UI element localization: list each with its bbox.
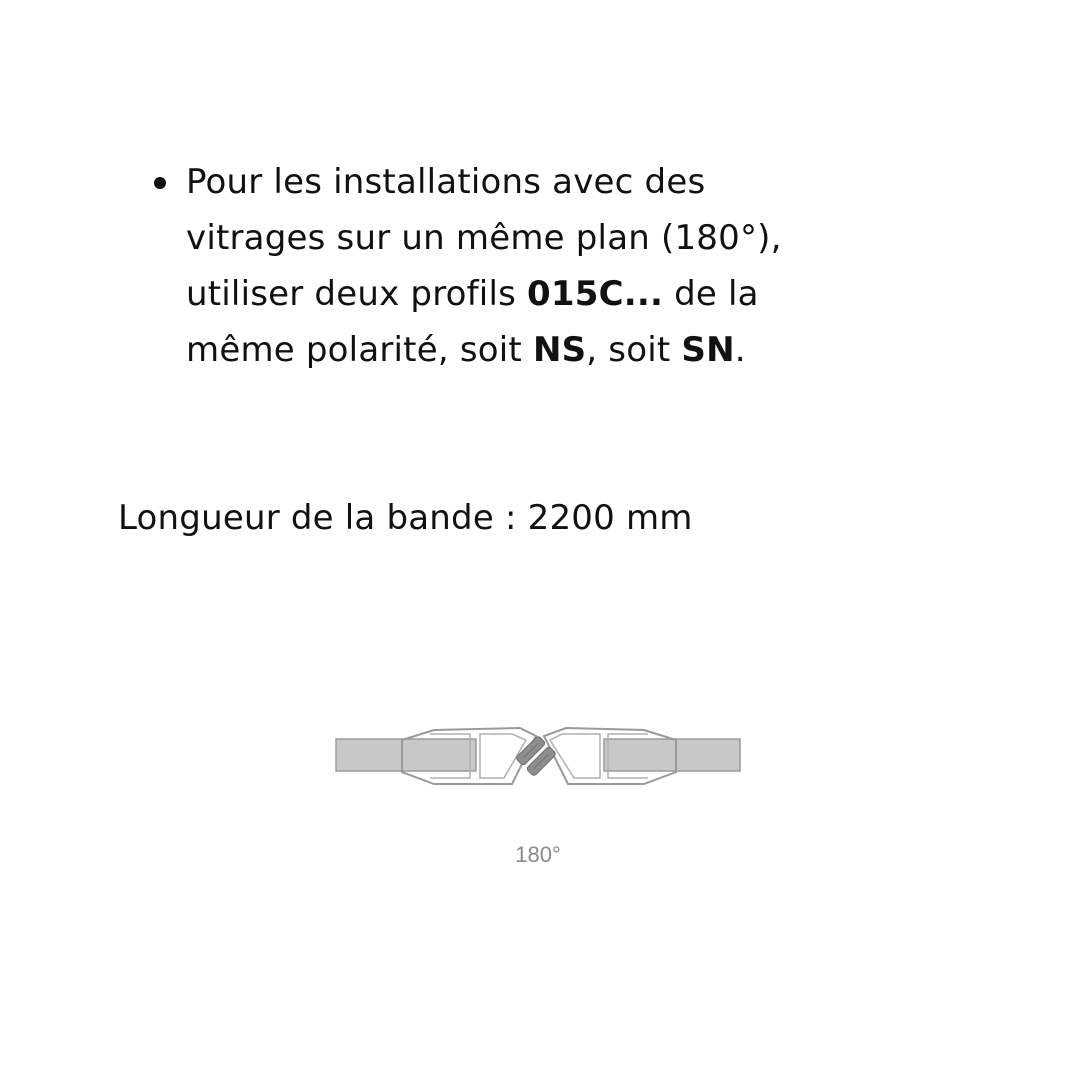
left-glass-pane (336, 739, 476, 771)
list-item (150, 154, 870, 378)
bullet-line-3-pre: utiliser deux profils (186, 274, 528, 314)
diagram-caption: 180° (515, 842, 561, 867)
polarity-ns: NS (532, 330, 587, 370)
bullet-line-1: Pour les installations avec des (186, 162, 706, 202)
polarity-sn: SN (681, 330, 735, 370)
strip-length: Longueur de la bande : 2200 mm (118, 498, 693, 538)
profile-code: 015C... (527, 274, 664, 314)
right-glass-pane (604, 739, 740, 771)
bullet-dot-icon (154, 177, 166, 189)
bullet-line-3-post: de la (663, 274, 759, 314)
bullet-line-4-mid: , soit (586, 330, 682, 370)
instructions-list (150, 154, 870, 378)
magnetic-profile-180-icon (330, 712, 750, 802)
bullet-line-2: vitrages sur un même plan (180°), (186, 218, 782, 258)
bullet-line-4-post: . (734, 330, 746, 370)
bullet-line-4-pre: même polarité, soit (186, 330, 533, 370)
